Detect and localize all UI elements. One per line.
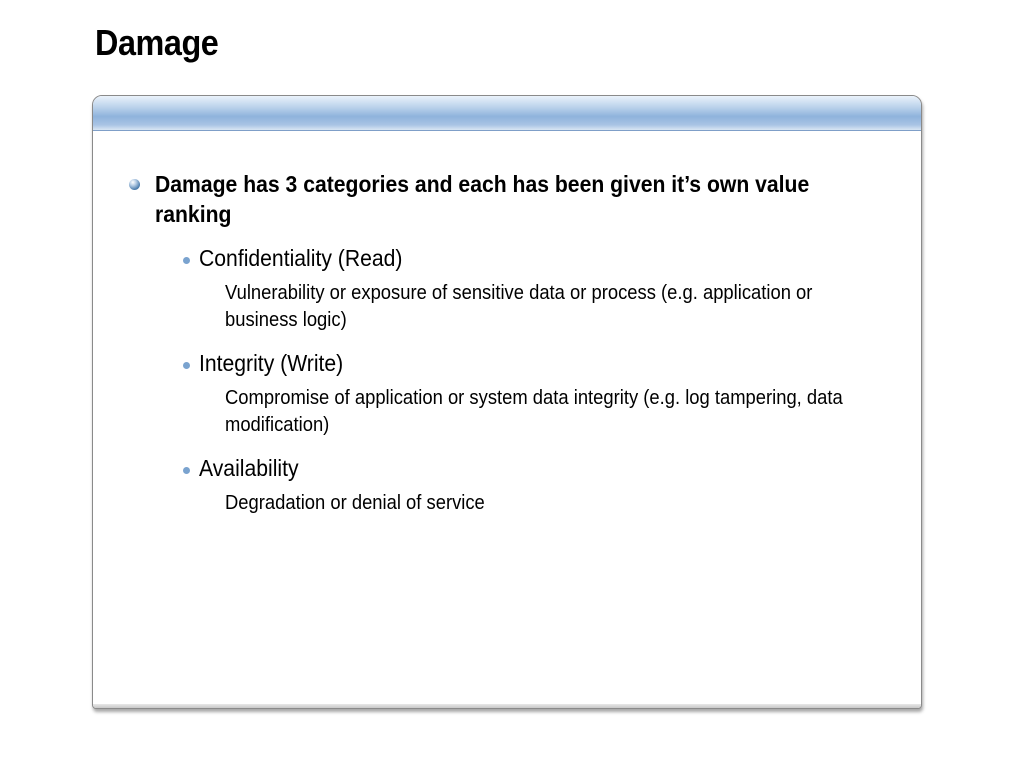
category-label-availability: Availability bbox=[199, 455, 299, 481]
category-label-confidentiality: Confidentiality (Read) bbox=[199, 245, 403, 271]
dot-bullet-icon bbox=[183, 362, 190, 369]
dot-bullet-icon bbox=[183, 257, 190, 264]
main-bullet-text: Damage has 3 categories and each has been given it’s own value ranking bbox=[155, 171, 810, 227]
category-description-confidentiality: Vulnerability or exposure of sensitive data or process (e.g. application or business logic) bbox=[225, 282, 813, 331]
content-panel bbox=[92, 95, 922, 709]
category-description-integrity: Compromise of application or system data integrity (e.g. log tampering, data modification) bbox=[225, 387, 843, 436]
dot-bullet-icon bbox=[183, 467, 190, 474]
slide-title: Damage bbox=[95, 22, 219, 63]
category-description-availability: Degradation or denial of service bbox=[225, 492, 485, 514]
sphere-bullet-icon bbox=[129, 179, 140, 190]
panel-header-bar bbox=[93, 96, 921, 131]
category-label-integrity: Integrity (Write) bbox=[199, 350, 344, 376]
panel-bottom-edge bbox=[93, 704, 921, 708]
